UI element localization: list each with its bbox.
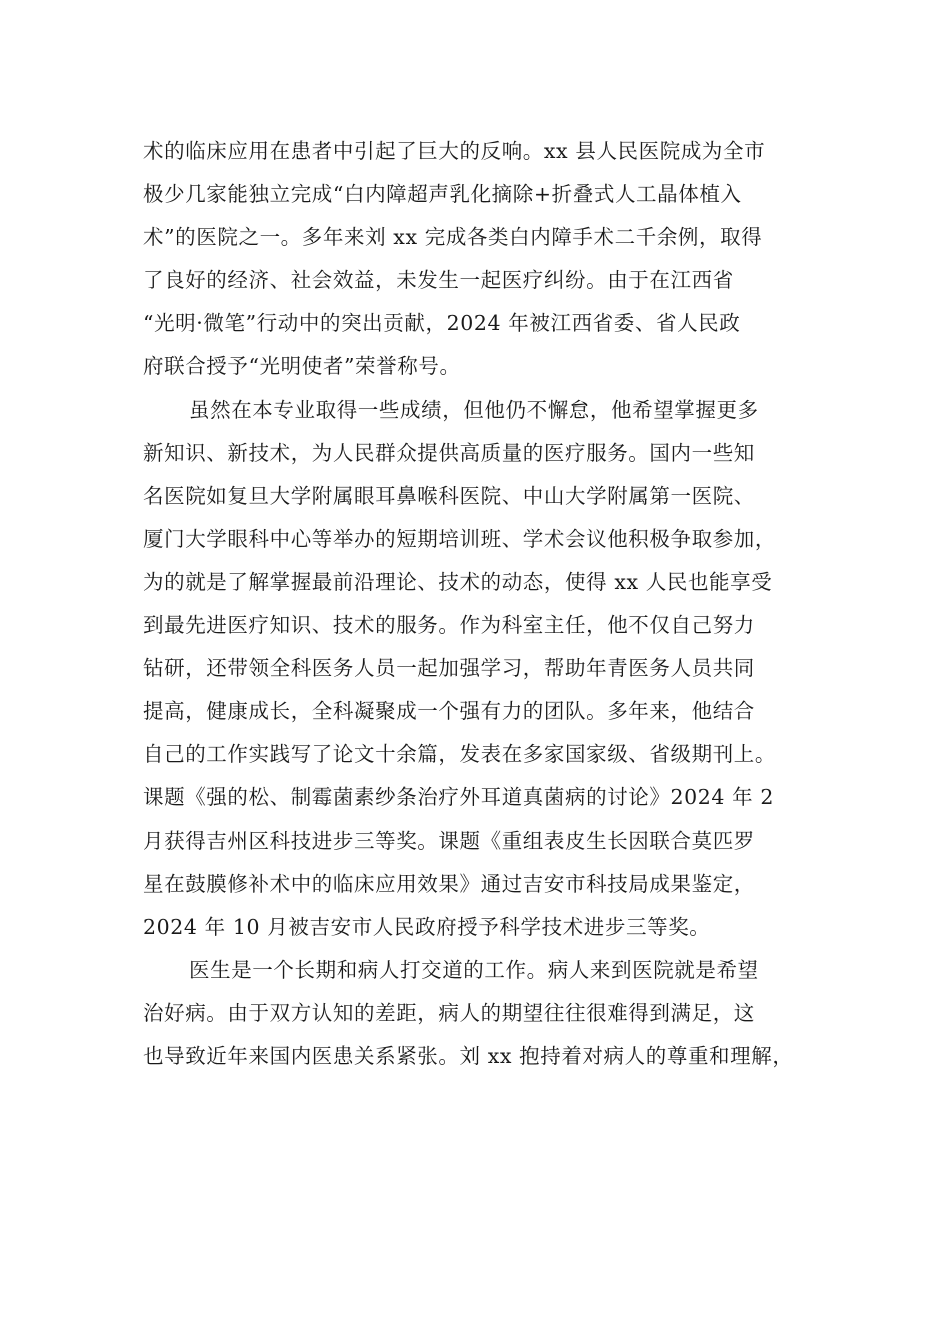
text-line: 课题《强的松、制霉菌素纱条治疗外耳道真菌病的讨论》2024 年 2 — [143, 785, 775, 810]
paragraph-1 — [143, 130, 843, 389]
text-line: 术”的医院之一。多年来刘 xx 完成各类白内障手术二千余例，取得 — [143, 225, 763, 250]
text-line: 也导致近年来国内医患关系紧张。刘 xx 抱持着对病人的尊重和理解， — [143, 1043, 794, 1068]
text-line: 治好病。由于双方认知的差距，病人的期望往往很难得到满足，这 — [143, 1000, 755, 1025]
text-line: 到最先进医疗知识、技术的服务。作为科室主任，他不仅自己努力 — [143, 613, 755, 638]
text-line: 自己的工作实践写了论文十余篇，发表在多家国家级、省级期刊上。 — [143, 742, 776, 767]
text-line: 月获得吉州区科技进步三等奖。课题《重组表皮生长因联合莫匹罗 — [143, 828, 755, 853]
text-line: 提高，健康成长，全科凝聚成一个强有力的团队。多年来，他结合 — [143, 699, 755, 724]
text-line: “光明·微笔”行动中的突出贡献，2024 年被江西省委、省人民政 — [143, 311, 741, 336]
text-line: 医生是一个长期和病人打交道的工作。病人来到医院就是希望 — [189, 957, 759, 982]
paragraph-2 — [143, 389, 843, 949]
text-line: 术的临床应用在患者中引起了巨大的反响。xx 县人民医院成为全市 — [143, 139, 766, 163]
text-line: 了良好的经济、社会效益，未发生一起医疗纠纷。由于在江西省 — [143, 268, 734, 293]
document-body — [143, 130, 843, 1078]
text-line: 极少几家能独立完成“白内障超声乳化摘除+折叠式人工晶体植入 — [143, 182, 742, 207]
text-line: 名医院如复旦大学附属眼耳鼻喉科医院、中山大学附属第一医院、 — [143, 483, 755, 508]
text-line: 星在鼓膜修补术中的临床应用效果》通过吉安市科技局成果鉴定， — [143, 871, 755, 896]
text-line: 虽然在本专业取得一些成绩，但他仍不懈怠，他希望掌握更多 — [189, 397, 759, 422]
text-line: 厦门大学眼科中心等举办的短期培训班、学术会议他积极争取参加， — [143, 526, 776, 551]
paragraph-3 — [143, 949, 843, 1078]
text-line: 府联合授予“光明使者”荣誉称号。 — [143, 354, 461, 379]
text-line: 2024 年 10 月被吉安市人民政府授予科学技术进步三等奖。 — [143, 914, 711, 939]
text-line: 为的就是了解掌握最前沿理论、技术的动态，使得 xx 人民也能享受 — [143, 569, 773, 594]
text-line: 钻研，还带领全科医务人员一起加强学习，帮助年青医务人员共同 — [143, 656, 755, 681]
text-line: 新知识、新技术，为人民群众提供高质量的医疗服务。国内一些知 — [143, 440, 755, 465]
